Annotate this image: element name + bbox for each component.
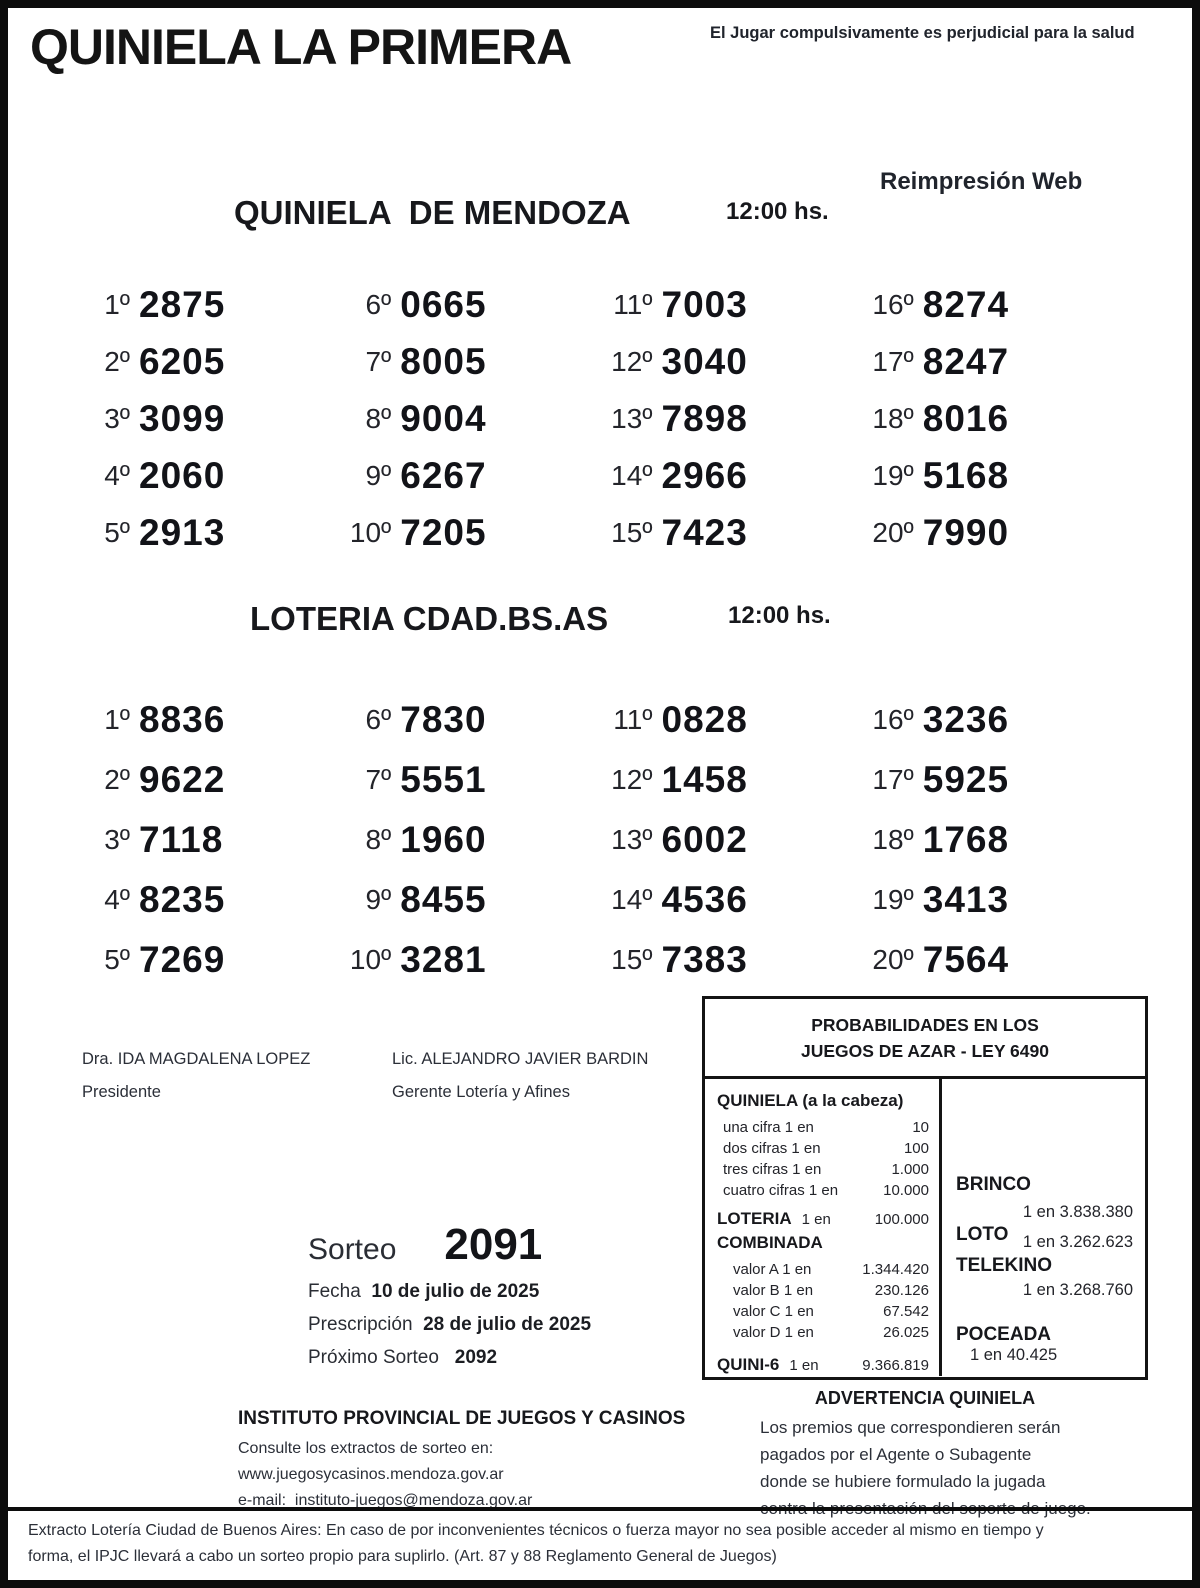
result-item xyxy=(68,447,329,504)
footer-note xyxy=(8,1507,1192,1580)
result-position: 11º xyxy=(613,288,653,320)
combinada-odds-row xyxy=(717,1322,929,1343)
quiniela-odds-rows xyxy=(717,1117,929,1201)
result-number: 2913 xyxy=(139,511,226,553)
result-item xyxy=(68,333,329,390)
result-number: 8274 xyxy=(922,283,1010,325)
result-position: 13º xyxy=(611,402,653,434)
result-number: 7383 xyxy=(661,939,748,980)
page-title: QUINIELA LA PRIMERA xyxy=(30,19,572,75)
result-item xyxy=(591,390,852,447)
game-name: TELEKINO xyxy=(956,1255,1053,1276)
result-item xyxy=(591,504,852,561)
result-position: 15º xyxy=(611,944,653,975)
result-position: 18º xyxy=(872,402,914,434)
draw-next-value: 2092 xyxy=(454,1347,498,1368)
combinada-odds-rows xyxy=(717,1259,929,1343)
instituto-line: e-mail: instituto-juegos@mendoza.gov.ar xyxy=(238,1492,533,1509)
result-position: 5º xyxy=(104,516,130,548)
draw-date-value: 10 de julio de 2025 xyxy=(371,1281,540,1302)
advertencia-title: ADVERTENCIA QUINIELA xyxy=(814,1388,1036,1408)
result-position: 12º xyxy=(611,345,653,377)
quiniela-odds-row xyxy=(717,1138,929,1159)
result-position: 1º xyxy=(104,288,130,320)
result-position: 19º xyxy=(872,884,914,915)
combinada-header: COMBINADA xyxy=(717,1233,823,1252)
combinada-odds-row xyxy=(717,1301,929,1322)
odds-label: valor A 1 en xyxy=(733,1261,812,1278)
result-position: 2º xyxy=(104,345,130,377)
result-number: 8005 xyxy=(400,340,487,382)
result-item xyxy=(591,870,852,930)
result-number: 7423 xyxy=(661,511,748,553)
result-number: 0665 xyxy=(400,283,487,325)
odds-value: 1.344.420 xyxy=(862,1261,929,1278)
result-number: 6002 xyxy=(661,819,748,860)
result-number: 8016 xyxy=(922,397,1010,439)
result-position: 3º xyxy=(104,824,130,855)
game-odds-row xyxy=(956,1255,1133,1298)
probabilities-left-panel xyxy=(705,1079,942,1376)
result-number: 5551 xyxy=(400,759,487,800)
result-item xyxy=(591,930,852,990)
game-odds-value: 1 en 3.268.760 xyxy=(1022,1281,1133,1299)
result-item xyxy=(852,810,1113,870)
result-number: 1458 xyxy=(661,759,748,800)
result-item xyxy=(329,750,590,810)
odds-label: dos cifras 1 en xyxy=(723,1140,821,1157)
draw-number: 2091 xyxy=(444,1220,543,1269)
game-odds-row xyxy=(956,1224,1133,1251)
result-position: 8º xyxy=(365,402,392,434)
result-position: 8º xyxy=(365,824,392,855)
result-number: 3099 xyxy=(139,397,226,439)
result-item xyxy=(68,870,329,930)
result-position: 16º xyxy=(872,288,914,320)
result-number: 7830 xyxy=(400,699,487,740)
result-number: 4536 xyxy=(661,879,748,920)
result-number: 2875 xyxy=(139,283,226,325)
odds-label: valor D 1 en xyxy=(733,1324,814,1341)
combinada-odds-row xyxy=(717,1259,929,1280)
result-position: 11º xyxy=(613,704,653,735)
game-odds-row xyxy=(956,1174,1133,1221)
result-position: 20º xyxy=(872,944,914,975)
result-item xyxy=(852,750,1113,810)
result-number: 6205 xyxy=(139,340,226,382)
game-name: BRINCO xyxy=(956,1174,1031,1195)
result-position: 3º xyxy=(104,402,130,434)
draw-date-row xyxy=(308,1281,591,1303)
result-item xyxy=(329,870,590,930)
result-number: 8247 xyxy=(922,340,1010,382)
result-item xyxy=(68,810,329,870)
result-number: 2060 xyxy=(139,454,226,496)
result-item xyxy=(68,276,329,333)
result-number: 7898 xyxy=(661,397,748,439)
result-position: 9º xyxy=(365,884,392,915)
results-grid-mendoza xyxy=(68,276,1113,561)
quini6-odds-name: QUINI-6 xyxy=(717,1355,780,1374)
result-position: 17º xyxy=(872,345,914,377)
result-position: 6º xyxy=(365,704,392,735)
result-item xyxy=(852,870,1113,930)
result-item xyxy=(591,333,852,390)
signature-manager xyxy=(392,1050,648,1102)
result-position: 13º xyxy=(611,824,653,855)
odds-value: 26.025 xyxy=(883,1324,929,1341)
quiniela-odds-header: QUINIELA (a la cabeza) xyxy=(717,1091,904,1110)
odds-value: 10 xyxy=(912,1119,929,1136)
result-item xyxy=(591,447,852,504)
signature-role: Gerente Lotería y Afines xyxy=(392,1083,570,1101)
instituto-lines xyxy=(238,1436,685,1514)
result-item xyxy=(329,930,590,990)
result-item xyxy=(329,690,590,750)
result-item xyxy=(591,810,852,870)
result-item xyxy=(591,276,852,333)
section-time-mendoza: 12:00 hs. xyxy=(726,198,829,225)
result-item xyxy=(852,333,1113,390)
result-number: 3281 xyxy=(400,939,487,980)
game-odds-row xyxy=(956,1324,1133,1365)
result-item xyxy=(68,750,329,810)
result-number: 3413 xyxy=(922,879,1010,920)
health-warning-text: El Jugar compulsivamente es perjudicial para la salud xyxy=(710,24,1135,42)
result-number: 8455 xyxy=(400,879,487,920)
quiniela-odds-row xyxy=(717,1159,929,1180)
result-position: 18º xyxy=(872,824,914,855)
draw-prescription-value: 28 de julio de 2025 xyxy=(423,1314,592,1335)
probabilities-title-line1: PROBABILIDADES EN LOS xyxy=(811,1015,1039,1035)
result-number: 3236 xyxy=(922,699,1010,740)
result-item xyxy=(68,504,329,561)
instituto-name: INSTITUTO PROVINCIAL DE JUEGOS Y CASINOS xyxy=(238,1408,686,1429)
result-position: 5º xyxy=(104,944,130,975)
result-item xyxy=(852,690,1113,750)
combinada-odds-row xyxy=(717,1280,929,1301)
game-odds-value: 1 en 3.838.380 xyxy=(1022,1203,1133,1221)
loteria-odds-row xyxy=(717,1209,929,1229)
game-name: LOTO xyxy=(956,1224,1009,1245)
result-position: 4º xyxy=(104,459,130,491)
result-number: 1960 xyxy=(400,819,487,860)
loteria-odds-mid: 1 en xyxy=(801,1211,831,1228)
result-number: 7205 xyxy=(400,511,487,553)
odds-label: valor C 1 en xyxy=(733,1303,814,1320)
quiniela-odds-row xyxy=(717,1117,929,1138)
draw-prescription-label: Prescripción xyxy=(308,1314,413,1335)
draw-next-label: Próximo Sorteo xyxy=(308,1347,439,1368)
result-number: 8836 xyxy=(139,699,226,740)
odds-label: valor B 1 en xyxy=(733,1282,814,1299)
quini6-odds-mid: 1 en xyxy=(789,1357,819,1374)
footer-line: Extracto Lotería Ciudad de Buenos Aires: En caso de por inconvenientes técnicos o fuerza mayor no sea posible acceder al mismo en tiempo y xyxy=(28,1522,1044,1539)
result-item xyxy=(329,390,590,447)
result-position: 12º xyxy=(611,764,653,795)
result-position: 2º xyxy=(104,764,130,795)
result-item xyxy=(329,333,590,390)
result-number: 3040 xyxy=(661,340,748,382)
odds-value: 1.000 xyxy=(891,1161,929,1178)
result-number: 1768 xyxy=(922,819,1010,860)
result-number: 7118 xyxy=(139,819,224,860)
section-title-bsas: LOTERIA CDAD.BS.AS xyxy=(250,600,609,637)
result-number: 5925 xyxy=(922,759,1010,800)
odds-value: 100 xyxy=(903,1140,929,1157)
result-item xyxy=(852,276,1113,333)
result-position: 19º xyxy=(872,459,914,491)
advertencia-line: pagados por el Agente o Subagente xyxy=(760,1445,1032,1464)
advertencia-line: contra la presentación del soporte de juego. xyxy=(760,1499,1091,1518)
quini6-odds-row xyxy=(717,1355,929,1375)
probabilities-title xyxy=(705,999,1145,1079)
result-item xyxy=(329,276,590,333)
draw-label: Sorteo xyxy=(308,1233,397,1266)
probabilities-title-line2: JUEGOS DE AZAR - LEY 6490 xyxy=(801,1041,1049,1061)
result-position: 7º xyxy=(365,764,392,795)
section-time-bsas: 12:00 hs. xyxy=(728,602,831,629)
result-position: 10º xyxy=(349,944,392,975)
odds-label: cuatro cifras 1 en xyxy=(723,1182,839,1199)
instituto-line: Consulte los extractos de sorteo en: xyxy=(238,1440,494,1457)
draw-prescription-row xyxy=(308,1314,591,1336)
probabilities-right-panel xyxy=(942,1079,1145,1376)
section-title-mendoza: QUINIELA DE MENDOZA xyxy=(234,194,631,231)
game-name: POCEADA xyxy=(956,1324,1052,1345)
quiniela-odds-row xyxy=(717,1180,929,1201)
result-position: 10º xyxy=(349,516,392,548)
draw-date-label: Fecha xyxy=(308,1281,361,1302)
result-position: 14º xyxy=(611,884,653,915)
advertencia-text xyxy=(760,1414,1190,1522)
result-number: 7269 xyxy=(139,939,226,980)
result-number: 6267 xyxy=(400,454,487,496)
game-odds-value: 1 en 3.262.623 xyxy=(1022,1233,1133,1251)
result-position: 9º xyxy=(365,459,392,491)
loteria-odds-value: 100.000 xyxy=(874,1211,929,1228)
result-position: 1º xyxy=(104,704,130,735)
reprint-label: Reimpresión Web xyxy=(880,168,1083,195)
result-position: 15º xyxy=(611,516,653,548)
result-number: 9622 xyxy=(139,759,226,800)
result-item xyxy=(852,390,1113,447)
signature-name: Lic. ALEJANDRO JAVIER BARDIN xyxy=(392,1050,649,1068)
signature-role: Presidente xyxy=(82,1083,161,1101)
instituto-block xyxy=(238,1408,685,1514)
odds-value: 67.542 xyxy=(883,1303,929,1320)
result-number: 7990 xyxy=(922,511,1010,553)
result-item xyxy=(852,447,1113,504)
odds-label: una cifra 1 en xyxy=(723,1119,814,1136)
result-item xyxy=(591,690,852,750)
probabilities-box xyxy=(702,996,1148,1380)
signature-president xyxy=(82,1050,310,1102)
result-number: 7003 xyxy=(661,283,748,325)
result-item xyxy=(329,504,590,561)
draw-info xyxy=(308,1220,591,1369)
instituto-line: www.juegosycasinos.mendoza.gov.ar xyxy=(238,1466,504,1483)
result-number: 8235 xyxy=(139,879,226,920)
result-item xyxy=(68,390,329,447)
result-position: 4º xyxy=(104,884,130,915)
result-item xyxy=(68,690,329,750)
result-position: 7º xyxy=(365,345,392,377)
draw-next-row xyxy=(308,1347,591,1369)
advertencia-line: donde se hubiere formulado la jugada xyxy=(760,1472,1046,1491)
result-position: 16º xyxy=(872,704,914,735)
result-position: 6º xyxy=(365,288,392,320)
result-item xyxy=(329,810,590,870)
result-item xyxy=(852,930,1113,990)
footer-line: forma, el IPJC llevará a cabo un sorteo propio para suplirlo. (Art. 87 y 88 Reglamento General de Juegos) xyxy=(28,1548,777,1565)
odds-label: tres cifras 1 en xyxy=(723,1161,822,1178)
game-odds-value: 1 en 40.425 xyxy=(970,1346,1058,1364)
result-item xyxy=(68,930,329,990)
loteria-odds-name: LOTERIA xyxy=(717,1209,792,1228)
odds-value: 230.126 xyxy=(874,1282,929,1299)
odds-value: 10.000 xyxy=(883,1182,929,1199)
result-number: 0828 xyxy=(661,699,748,740)
result-position: 17º xyxy=(872,764,914,795)
result-position: 14º xyxy=(611,459,653,491)
advertencia-line: Los premios que correspondieren serán xyxy=(760,1418,1061,1437)
result-number: 2966 xyxy=(661,454,748,496)
result-item xyxy=(852,504,1113,561)
result-position: 20º xyxy=(872,516,914,548)
result-item xyxy=(591,750,852,810)
signature-name: Dra. IDA MAGDALENA LOPEZ xyxy=(82,1050,311,1068)
results-grid-bsas xyxy=(68,690,1113,990)
result-number: 9004 xyxy=(400,397,487,439)
result-number: 5168 xyxy=(922,454,1010,496)
result-item xyxy=(329,447,590,504)
result-number: 7564 xyxy=(922,939,1010,980)
quini6-odds-value: 9.366.819 xyxy=(862,1357,929,1374)
